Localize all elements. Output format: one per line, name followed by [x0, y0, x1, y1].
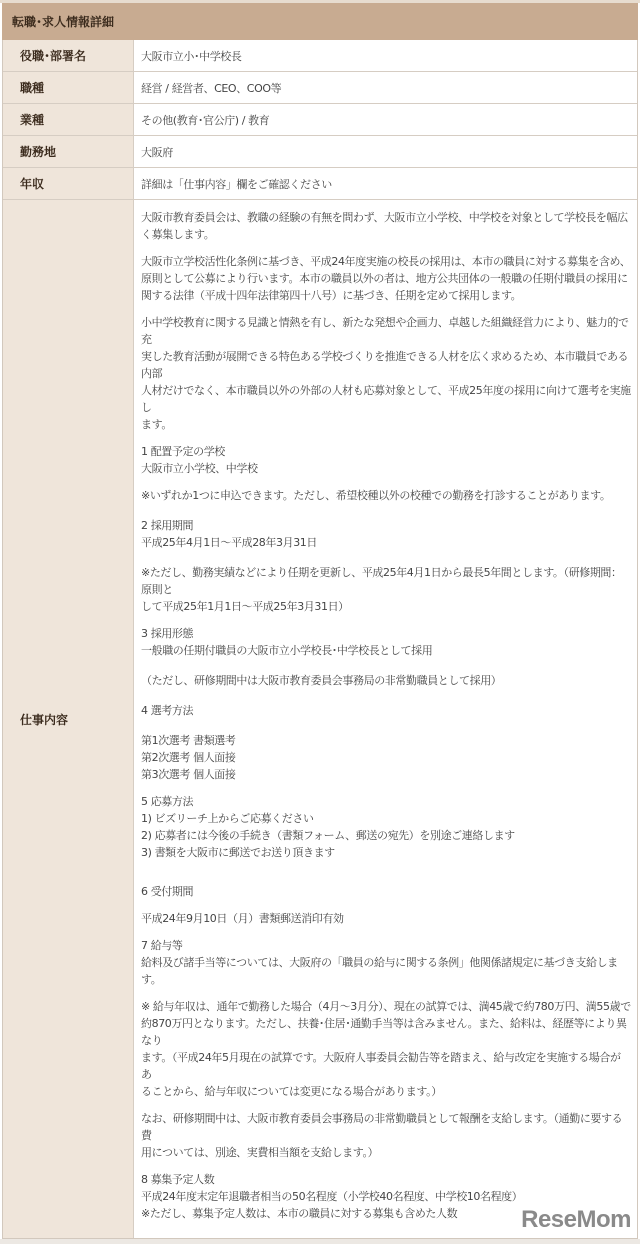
description-line: 大阪市教育委員会は、教職の経験の有無を問わず、大阪市立小学校、中学校を対象として学校長を幅広	[141, 211, 628, 224]
description-line: して平成25年1月1日～平成25年3月31日）	[141, 600, 349, 613]
description-line: 第2次選考 個人面接	[141, 751, 236, 764]
table-row-industry	[3, 104, 637, 136]
description-line: 7 給与等	[141, 939, 183, 952]
description-paragraph	[141, 732, 631, 783]
description-paragraph	[141, 910, 631, 927]
row-label: 年収	[3, 168, 134, 199]
row-value: 大阪府	[141, 145, 173, 159]
description-line: ※ただし、募集予定人数は、本市の職員に対する募集も含めた人数	[141, 1207, 458, 1220]
description-line: 一般職の任期付職員の大阪市立小学校長･中学校長として採用	[141, 644, 433, 657]
description-paragraph	[141, 517, 631, 551]
section-header	[2, 3, 638, 40]
description-paragraph	[141, 793, 631, 861]
row-value: 経営 / 経営者、CEO、COO等	[141, 81, 282, 95]
description-line: 大阪市立学校活性化条例に基づき、平成24年度実施の校長の採用は、本市の職員に対する募集を含め、	[141, 255, 631, 268]
description-line: 給料及び諸手当等については、大阪府の「職員の給与に関する条例」他関係諸規定に基づき支給します。	[141, 956, 618, 986]
table-row-location	[3, 136, 637, 168]
description-line: 8 募集予定人数	[141, 1173, 215, 1186]
row-label: 業種	[3, 104, 134, 135]
description-paragraph	[141, 487, 631, 504]
description-line: ることから、給与年収については変更になる場合があります。）	[141, 1085, 442, 1098]
description-paragraph	[141, 625, 631, 659]
description-paragraph	[141, 253, 631, 304]
table-row-position	[3, 40, 637, 72]
description-line: 3 採用形態	[141, 627, 194, 640]
description-paragraph	[141, 209, 631, 243]
description-line: 3) 書類を大阪市に郵送でお送り頂きます	[141, 846, 335, 859]
description-line: ※いずれか1つに申込できます。ただし、希望校種以外の校種での勤務を打診することがあります。	[141, 489, 611, 502]
row-label: 役職･部署名	[3, 40, 134, 71]
description-line: 2 採用期間	[141, 519, 194, 532]
description-paragraph	[141, 937, 631, 988]
description-line: 6 受付期間	[141, 885, 194, 898]
description-paragraph	[141, 672, 631, 689]
description-line: 第3次選考 個人面接	[141, 768, 236, 781]
description-line: 1 配置予定の学校	[141, 445, 225, 458]
description-line: 1) ビズリーチ上からご応募ください	[141, 812, 314, 825]
description-line: 実した教育活動が展開できる特色ある学校づくりを推進できる人材を広く求めるため、本市職員である内部	[141, 350, 629, 380]
job-detail-table	[2, 40, 638, 1239]
description-paragraph	[141, 702, 631, 719]
description-paragraph	[141, 443, 631, 477]
row-label: 仕事内容	[3, 200, 134, 1238]
description-line: 平成25年4月1日～平成28年3月31日	[141, 536, 317, 549]
description-paragraph	[141, 883, 631, 900]
row-label: 職種	[3, 72, 134, 103]
row-label: 勤務地	[3, 136, 134, 167]
description-line: （ただし、研修期間中は大阪市教育委員会事務局の非常勤職員として採用）	[141, 674, 502, 687]
description-line: 平成24年度末定年退職者相当の50名程度（小学校40名程度、中学校10名程度）	[141, 1190, 523, 1203]
description-line: なお、研修期間中は、大阪市教育委員会事務局の非常勤職員として報酬を支給します。（通勤に要する費	[141, 1112, 623, 1142]
description-line: 2) 応募者には今後の手続き（書類フォーム、郵送の宛先）を別途ご連絡します	[141, 829, 515, 842]
row-value: 詳細は「仕事内容」欄をご確認ください	[141, 177, 332, 191]
description-line: 人材だけでなく、本市職員以外の外部の人材も応募対象として、平成25年度の採用に向けて選考を実施し	[141, 384, 631, 414]
description-line: ※ 給与年収は、通年で勤務した場合（4月～3月分）、現在の試算では、満45歳で約780万円、満55歳で	[141, 1000, 631, 1013]
description-line: 4 選考方法	[141, 704, 194, 717]
description-line: 第1次選考 書類選考	[141, 734, 236, 747]
row-value: その他(教育･官公庁) / 教育	[141, 113, 270, 127]
description-line: 約870万円となります。ただし、扶養･住居･通勤手当等は含みません。また、給料は、経歴等により異なり	[141, 1017, 627, 1047]
description-line: 小中学校教育に関する見識と情熱を有し、新たな発想や企画力、卓越した組織経営力により、魅力的で充	[141, 316, 629, 346]
description-line: 大阪市立小学校、中学校	[141, 462, 258, 475]
description-paragraph	[141, 1110, 631, 1161]
table-row-job-description	[3, 200, 637, 1238]
section-title: 転職･求人情報詳細	[12, 15, 115, 29]
description-line: ※ただし、勤務実績などにより任期を更新し、平成25年4月1日から最長5年間とします。（研修期間：原則と	[141, 566, 622, 596]
row-value: 大阪市立小･中学校長	[141, 49, 242, 63]
resemom-logo: ReseMom	[521, 1206, 631, 1233]
description-line: ます。	[141, 418, 172, 431]
description-line: 関する法律（平成十四年法律第四十八号）に基づき、任期を定めて採用します。	[141, 289, 522, 302]
description-line: ます。（平成24年5月現在の試算です。大阪府人事委員会勧告等を踏まえ、給与改定を実施する場合があ	[141, 1051, 621, 1081]
description-paragraph	[141, 564, 631, 615]
description-paragraph	[141, 998, 631, 1100]
description-line: く募集します。	[141, 228, 215, 241]
description-line: 5 応募方法	[141, 795, 194, 808]
description-paragraph	[141, 314, 631, 433]
description-line: 用については、別途、実費相当額を支給します。）	[141, 1146, 379, 1159]
job-description-text	[134, 200, 637, 1238]
table-row-job-type	[3, 72, 637, 104]
bottom-strip	[0, 1239, 640, 1244]
description-line: 平成24年9月10日（月）書類郵送消印有効	[141, 912, 344, 925]
description-line: 原則として公募により行います。本市の職員以外の者は、地方公共団体の一般職の任期付職員の採用に	[141, 272, 628, 285]
table-row-salary	[3, 168, 637, 200]
